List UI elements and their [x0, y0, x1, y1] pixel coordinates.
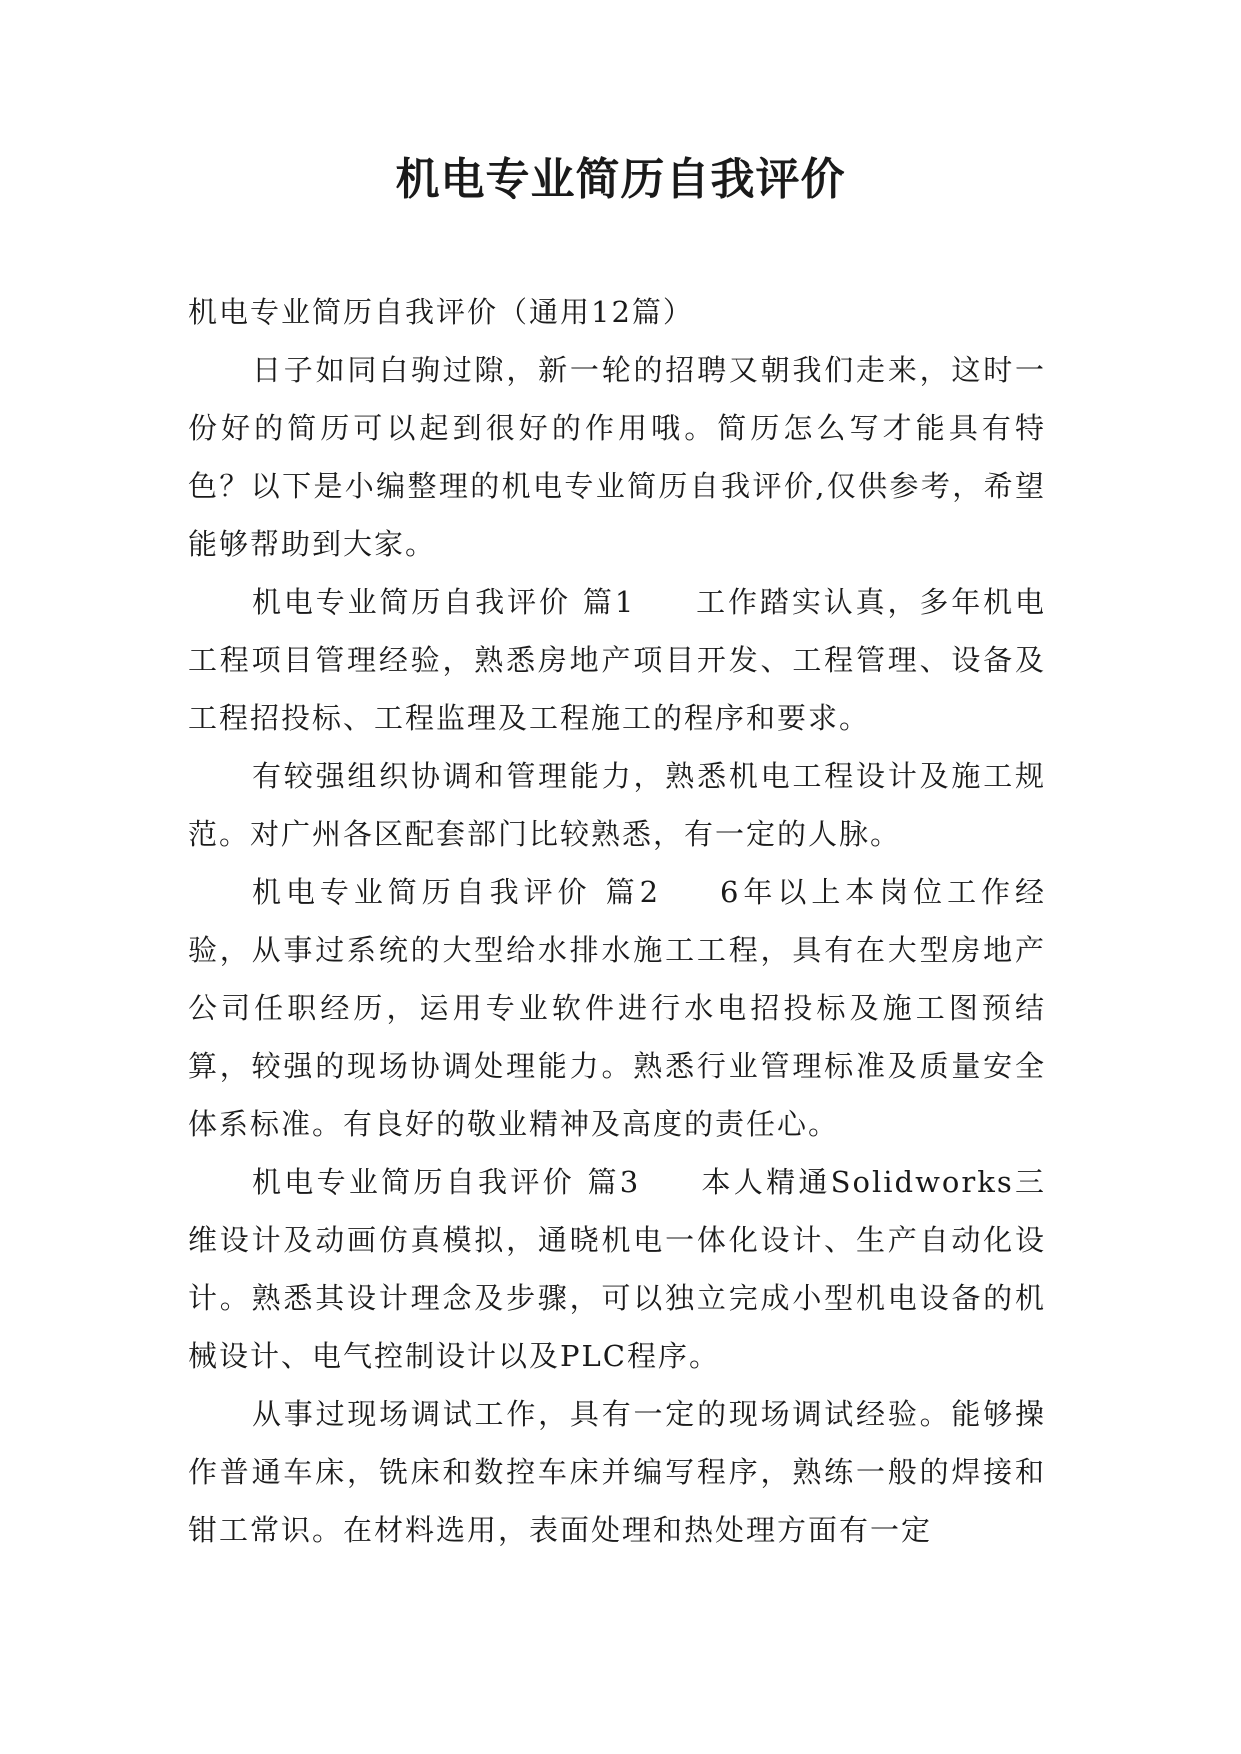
intro-paragraph: 日子如同白驹过隙，新一轮的招聘又朝我们走来，这时一份好的简历可以起到很好的作用哦。简历怎么写才能具有特色？以下是小编整理的机电专业简历自我评价,仅供参考，希望能够帮助到大家。 — [188, 353, 1046, 561]
section-paragraph-1 — [188, 573, 1046, 747]
document-title: 机电专业简历自我评价 — [395, 154, 846, 205]
document-subtitle: 机电专业简历自我评价（通用12篇） — [188, 295, 694, 329]
section-text: 从事过现场调试工作，具有一定的现场调试经验。能够操作普通车床，铣床和数控车床并编写程序，熟练一般的焊接和钳工常识。在材料选用，表面处理和热处理方面有一定 — [188, 1397, 1046, 1547]
section-text: 6年以上本岗位工作经验，从事过系统的大型给水排水施工工程，具有在大型房地产公司任职经历，运用专业软件进行水电招投标及施工图预结算，较强的现场协调处理能力。熟悉行业管理标准及质量安全体系标准。有良好的敬业精神及高度的责任心。 — [188, 875, 1047, 1141]
section-paragraph-2 — [188, 747, 1046, 863]
document-body — [188, 283, 1046, 1559]
section-paragraph-4 — [188, 1153, 1046, 1385]
section-paragraph-3 — [188, 863, 1046, 1153]
section-text: 本人精通Solidworks三维设计及动画仿真模拟，通晓机电一体化设计、生产自动化设计。熟悉其设计理念及步骤，可以独立完成小型机电设备的机械设计、电气控制设计以及PLC程序。 — [188, 1165, 1047, 1373]
section-text: 有较强组织协调和管理能力，熟悉机电工程设计及施工规范。对广州各区配套部门比较熟悉，有一定的人脉。 — [188, 759, 1046, 851]
section-text: 工作踏实认真，多年机电工程项目管理经验，熟悉房地产项目开发、工程管理、设备及工程招投标、工程监理及工程施工的程序和要求。 — [188, 585, 1046, 735]
section-heading: 机电专业简历自我评价 篇3 — [252, 1165, 641, 1199]
section-heading: 机电专业简历自我评价 篇2 — [252, 875, 661, 909]
section-paragraph-5 — [188, 1385, 1046, 1559]
section-heading: 机电专业简历自我评价 篇1 — [252, 585, 636, 619]
